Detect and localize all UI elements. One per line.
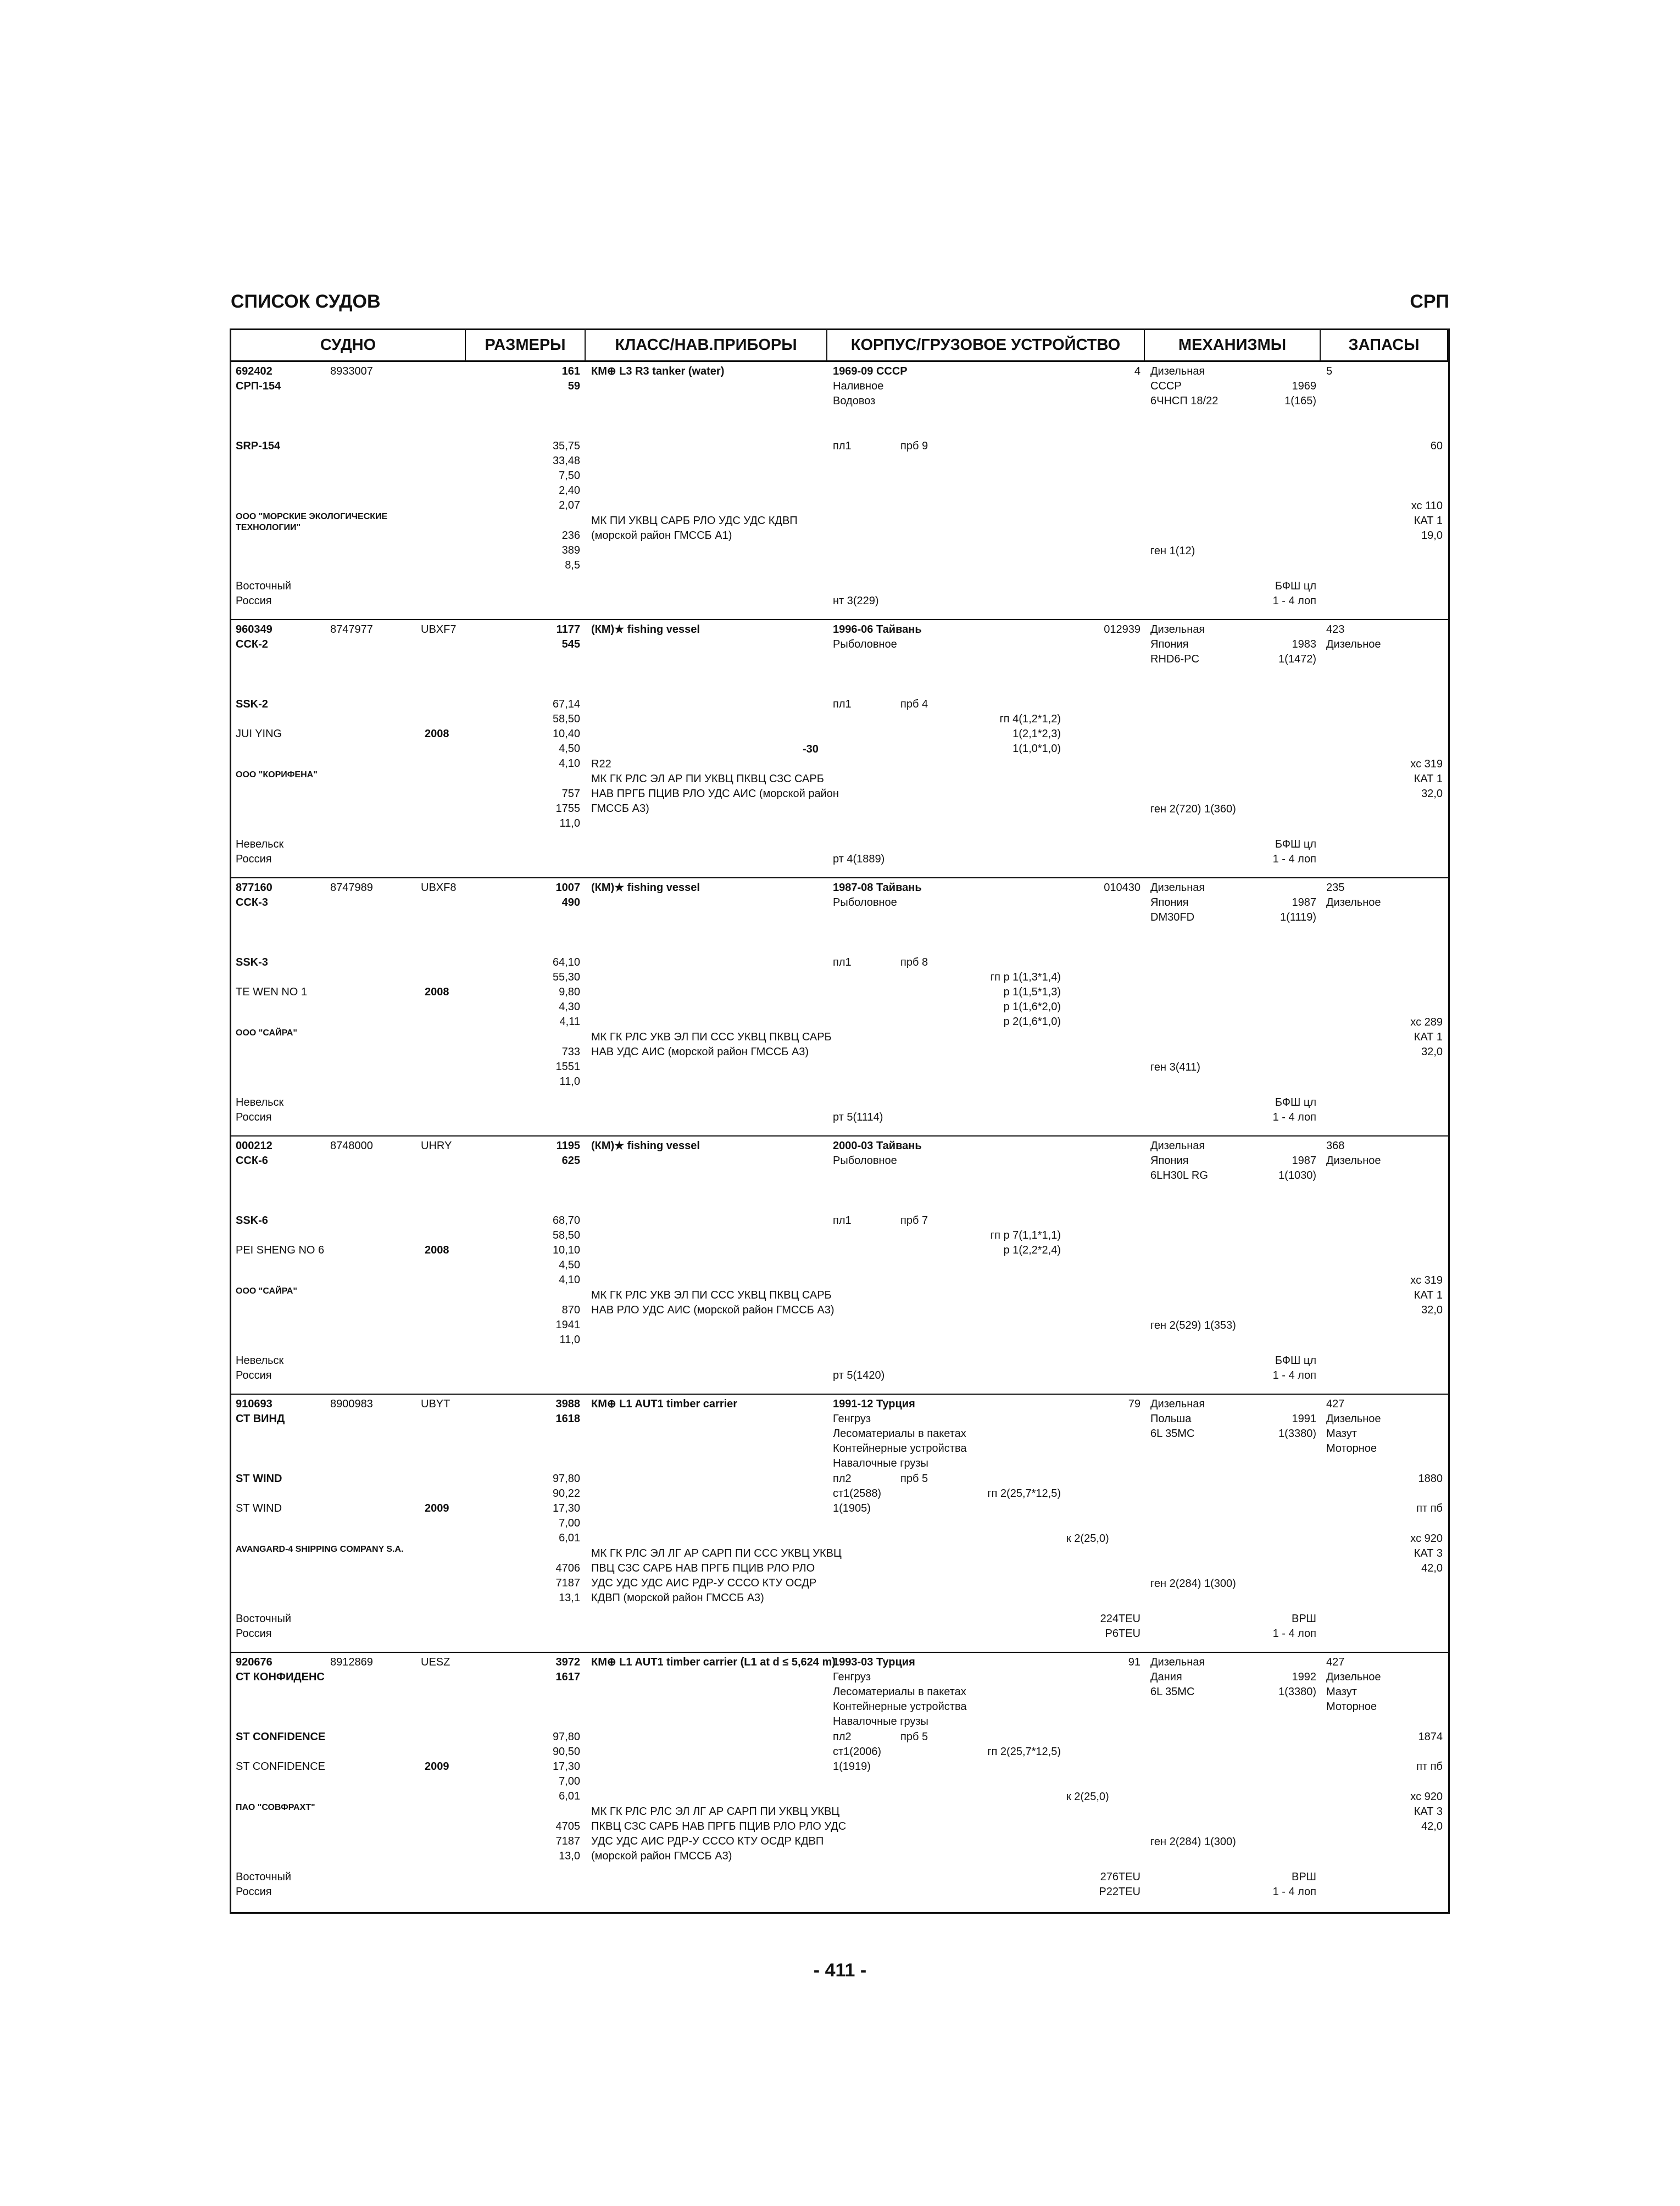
column-divider	[1144, 330, 1145, 362]
cranes: к 2(25,0)	[1066, 1533, 1109, 1545]
country: Россия	[236, 1369, 272, 1381]
ship-name-latin: SSK-2	[236, 698, 268, 710]
engine: Дизельная Япония RHD6-PC	[1150, 623, 1205, 665]
owner: ООО "САЙРА"	[236, 1286, 297, 1296]
holds: рт 5(1420)	[833, 1369, 885, 1381]
engine-year-power: 1969 1(165)	[1284, 380, 1316, 407]
engine-year-power: 1987 1(1030)	[1278, 1155, 1316, 1182]
ship-record	[231, 878, 1448, 1137]
generators: ген 2(284) 1(300)	[1150, 1836, 1236, 1848]
region: Восточный	[236, 1871, 292, 1883]
capacity: 757 1755 11,0	[555, 788, 580, 829]
ship-name-latin: SSK-6	[236, 1215, 268, 1227]
call-sign: UHRY	[421, 1140, 452, 1152]
class-notation: (КМ)★ fishing vessel	[591, 1140, 700, 1152]
decks: пл2 ст1(2588) 1(1905)	[833, 1473, 882, 1514]
cranes: к 2(25,0)	[1066, 1791, 1109, 1803]
engine-year-power: 1983 1(1472)	[1278, 638, 1316, 665]
ships-table	[230, 328, 1450, 1914]
owner: ООО "КОРИФЕНА"	[236, 770, 318, 779]
column-header-class: КЛАСС/НАВ.ПРИБОРЫ	[586, 330, 827, 362]
engine: Дизельная СССР 6ЧНСП 18/22	[1150, 365, 1219, 407]
country: Россия	[236, 853, 272, 865]
generators: ген 2(720) 1(360)	[1150, 803, 1236, 815]
class-extra: R22	[591, 758, 611, 770]
flag-year: 2009	[425, 1761, 449, 1773]
ship-type: Генгруз Лесоматериалы в пакетах Контейнерные устройства Навалочные грузы	[833, 1671, 967, 1728]
bulkheads: прб 8	[900, 956, 928, 968]
call-sign: UBXF8	[421, 882, 457, 894]
region: Невельск	[236, 1096, 284, 1108]
hatches: гп 4(1,2*1,2) 1(2,1*2,3) 1(1,0*1,0)	[999, 713, 1061, 755]
region: Восточный	[236, 1613, 292, 1625]
stock-fuel-type: Дизельное	[1326, 638, 1381, 650]
bulkheads: прб 9	[900, 440, 928, 452]
column-header-dimensions: РАЗМЕРЫ	[466, 330, 586, 362]
hull-number: 010430	[1104, 882, 1141, 894]
decks: пл1	[833, 698, 852, 710]
generators: ген 3(411)	[1150, 1061, 1200, 1073]
capacity: 870 1941 11,0	[555, 1304, 580, 1346]
hull-number: 79	[1128, 1398, 1141, 1410]
ship-record	[231, 1653, 1448, 1911]
main-dimensions: 35,75 33,48 7,50 2,40 2,07	[552, 440, 580, 511]
ship-record	[231, 1137, 1448, 1395]
nav-equipment: МК ГК РЛС УКВ ЭЛ ПИ ССС УКВЦ ПКВЦ САРБ НАВ УДС АИС (морской район ГМССБ А3)	[591, 1031, 832, 1058]
imo-number: 8747989	[330, 882, 373, 894]
owner: ПАО "СОВФРАХТ"	[236, 1803, 315, 1812]
country: Россия	[236, 595, 272, 607]
column-header-hull: КОРПУС/ГРУЗОВОЕ УСТРОЙСТВО	[827, 330, 1145, 362]
tonnage: 161 59	[561, 365, 580, 392]
tonnage: 1177 545	[556, 623, 580, 650]
stock-fuel-amount: 235	[1326, 882, 1345, 894]
stock-fuel-amount: 423	[1326, 623, 1345, 636]
owner: ООО "САЙРА"	[236, 1028, 297, 1038]
main-dimensions: 97,80 90,50 17,30 7,00 6,01	[552, 1731, 580, 1802]
ship-record	[231, 620, 1448, 878]
holds: рт 5(1114)	[833, 1111, 883, 1123]
decks: пл2 ст1(2006) 1(1919)	[833, 1731, 882, 1773]
ship-type: Генгруз Лесоматериалы в пакетах Контейнерные устройства Навалочные грузы	[833, 1413, 967, 1469]
hull-number: 012939	[1104, 623, 1141, 636]
flag-year: 2008	[425, 1244, 449, 1256]
stock-fuel-type: Дизельное Мазут Моторное	[1326, 1413, 1381, 1455]
column-divider	[585, 330, 586, 362]
column-divider	[826, 330, 827, 362]
column-divider	[1320, 330, 1321, 362]
stock-fuel-amount: 427	[1326, 1656, 1345, 1668]
container-pteu: P22TEU	[1099, 1886, 1141, 1898]
bulkheads: прб 5	[900, 1473, 928, 1485]
ship-record	[231, 362, 1448, 620]
main-dimensions: 68,70 58,50 10,10 4,50 4,10	[552, 1215, 580, 1286]
ship-name-latin: SRP-154	[236, 440, 281, 452]
ship-name-latin: ST CONFIDENCE	[236, 1731, 326, 1743]
build-info: 1993-03 Турция	[833, 1656, 915, 1668]
stock-water: 1880	[1418, 1473, 1443, 1485]
column-divider	[465, 330, 466, 362]
ship-name: ССК-6	[236, 1155, 268, 1167]
main-dimensions: 97,80 90,22 17,30 7,00 6,01	[552, 1473, 580, 1544]
stock-lube: пт пб	[1416, 1761, 1443, 1773]
engine-year-power: 1992 1(3380)	[1278, 1671, 1316, 1698]
stock-fuel-type: Дизельное	[1326, 896, 1381, 909]
country: Россия	[236, 1111, 272, 1123]
previous-name: ST CONFIDENCE	[236, 1761, 325, 1773]
generators: ген 2(284) 1(300)	[1150, 1578, 1236, 1590]
nav-equipment: МК ГК РЛС УКВ ЭЛ ПИ ССС УКВЦ ПКВЦ САРБ НАВ РЛО УДС АИС (морской район ГМССБ А3)	[591, 1289, 835, 1316]
region: Невельск	[236, 838, 284, 850]
nav-equipment: МК ГК РЛС ЭЛ АР ПИ УКВЦ ПКВЦ СЗС САРБ НАВ ПРГБ ПЦИВ РЛО УДС АИС (морской район ГМССБ А3)	[591, 773, 839, 815]
propeller: ВРШ 1 - 4 лоп	[1272, 1613, 1316, 1640]
stock-cat: хс 110 КАТ 1 19,0	[1411, 500, 1443, 542]
generators: ген 2(529) 1(353)	[1150, 1319, 1236, 1332]
ship-name: ССК-3	[236, 896, 268, 909]
generators: ген 1(12)	[1150, 545, 1195, 557]
holds: рт 4(1889)	[833, 853, 885, 865]
build-info: 1991-12 Турция	[833, 1398, 915, 1410]
registry-number: 692402	[236, 365, 272, 377]
engine: Дизельная Япония DM30FD	[1150, 882, 1205, 923]
stock-fuel-type: Дизельное Мазут Моторное	[1326, 1671, 1381, 1713]
stock-fuel-type: Дизельное	[1326, 1155, 1381, 1167]
registry-number: 920676	[236, 1656, 272, 1668]
stock-fuel-amount: 5	[1326, 365, 1333, 377]
registry-number: 000212	[236, 1140, 272, 1152]
ship-type: Рыболовное	[833, 896, 897, 909]
build-info: 1996-06 Тайвань	[833, 623, 922, 636]
ship-name: СРП-154	[236, 380, 281, 392]
main-dimensions: 67,14 58,50 10,40 4,50 4,10	[552, 698, 580, 770]
stock-fuel-amount: 427	[1326, 1398, 1345, 1410]
engine: Дизельная Польша 6L 35MC	[1150, 1398, 1205, 1440]
country: Россия	[236, 1886, 272, 1898]
ship-record	[231, 1395, 1448, 1653]
ship-type: Рыболовное	[833, 638, 897, 650]
call-sign: UBXF7	[421, 623, 457, 636]
ship-name-latin: ST WIND	[236, 1473, 282, 1485]
bulkheads: прб 5	[900, 1731, 928, 1743]
hull-number: 91	[1128, 1656, 1141, 1668]
propeller: БФШ цл 1 - 4 лоп	[1272, 838, 1316, 865]
imo-number: 8748000	[330, 1140, 373, 1152]
class-notation: (КМ)★ fishing vessel	[591, 882, 700, 894]
holds: нт 3(229)	[833, 595, 879, 607]
class-notation: КМ⊕ L3 R3 tanker (water)	[591, 365, 725, 377]
build-info: 2000-03 Тайвань	[833, 1140, 922, 1152]
previous-name: PEI SHENG NO 6	[236, 1244, 325, 1256]
decks: пл1	[833, 956, 852, 968]
capacity: 236 389 8,5	[561, 530, 580, 571]
container-teu: 276TEU	[1100, 1871, 1141, 1883]
hatches: гп р 1(1,3*1,4) р 1(1,5*1,3) р 1(1,6*2,0) р 2(1,6*1,0)	[990, 971, 1061, 1028]
container-teu: 224TEU	[1100, 1613, 1141, 1625]
propeller: ВРШ 1 - 4 лоп	[1272, 1871, 1316, 1898]
capacity: 733 1551 11,0	[555, 1046, 580, 1088]
owner: AVANGARD-4 SHIPPING COMPANY S.A.	[236, 1545, 404, 1554]
bulkheads: прб 4	[900, 698, 928, 710]
engine-year-power: 1987 1(1119)	[1280, 896, 1316, 923]
engine-year-power: 1991 1(3380)	[1278, 1413, 1316, 1440]
page-number: - 411 -	[813, 1960, 867, 1981]
country: Россия	[236, 1628, 272, 1640]
container-pteu: P6TEU	[1105, 1628, 1141, 1640]
imo-number: 8747977	[330, 623, 373, 636]
engine: Дизельная Дания 6L 35MC	[1150, 1656, 1205, 1698]
propeller: БФШ цл 1 - 4 лоп	[1272, 1355, 1316, 1381]
stock-lube: пт пб	[1416, 1502, 1443, 1514]
imo-number: 8900983	[330, 1398, 373, 1410]
imo-number: 8912869	[330, 1656, 373, 1668]
flag-year: 2008	[425, 986, 449, 998]
call-sign: UBYT	[421, 1398, 450, 1410]
region: Невельск	[236, 1355, 284, 1367]
registry-number: 960349	[236, 623, 272, 636]
previous-name: JUI YING	[236, 728, 282, 740]
ship-type: Наливное Водовоз	[833, 380, 884, 407]
engine: Дизельная Япония 6LH30L RG	[1150, 1140, 1208, 1182]
region: Восточный	[236, 580, 292, 592]
propeller: БФШ цл 1 - 4 лоп	[1272, 580, 1316, 607]
column-header-stocks: ЗАПАСЫ	[1321, 330, 1448, 362]
column-header-machinery: МЕХАНИЗМЫ	[1145, 330, 1321, 362]
stock-cat: хс 920 КАТ 3 42,0	[1410, 1533, 1443, 1574]
call-sign: UESZ	[421, 1656, 450, 1668]
stock-cat: хс 319 КАТ 1 32,0	[1410, 758, 1443, 800]
build-info: 1987-08 Тайвань	[833, 882, 922, 894]
hull-number: 4	[1134, 365, 1141, 377]
stock-water: 1874	[1418, 1731, 1443, 1743]
bulkheads: прб 7	[900, 1215, 928, 1227]
column-header-ship: СУДНО	[231, 330, 466, 362]
propeller: БФШ цл 1 - 4 лоп	[1272, 1096, 1316, 1123]
class-notation: КМ⊕ L1 AUT1 timber carrier	[591, 1398, 738, 1410]
registry-number: 910693	[236, 1398, 272, 1410]
nav-equipment: МК ГК РЛС ЭЛ ЛГ АР САРП ПИ ССС УКВЦ УКВЦ ПВЦ СЗС САРБ НАВ ПРГБ ПЦИВ РЛО РЛО УДС УДС УДС АИС РДР-У СССО КТУ ОСДР КДВП (морской район ГМССБ А3)	[591, 1547, 842, 1604]
build-info: 1969-09 СССР	[833, 365, 908, 377]
section-code: СРП	[1410, 291, 1449, 312]
ship-name: СТ КОНФИДЕНС	[236, 1671, 325, 1683]
tonnage: 1195 625	[556, 1140, 580, 1167]
flag-year: 2008	[425, 728, 449, 740]
tonnage: 3972 1617	[555, 1656, 580, 1683]
nav-equipment: МК ГК РЛС РЛС ЭЛ ЛГ АР САРП ПИ УКВЦ УКВЦ ПКВЦ СЗС САРБ НАВ ПРГБ ПЦИВ РЛО РЛО УДС УДС УДС АИС РДР-У СССО КТУ ОСДР КДВП (морской район ГМССБ А3)	[591, 1806, 847, 1862]
registry-number: 877160	[236, 882, 272, 894]
main-dimensions: 64,10 55,30 9,80 4,30 4,11	[552, 956, 580, 1028]
ship-name: СТ ВИНД	[236, 1413, 285, 1425]
stock-cat: хс 920 КАТ 3 42,0	[1410, 1791, 1443, 1832]
class-notation: КМ⊕ L1 AUT1 timber carrier (L1 at d ≤ 5,624 m)	[591, 1656, 836, 1668]
page-title: СПИСОК СУДОВ	[231, 291, 381, 312]
ship-name-latin: SSK-3	[236, 956, 268, 968]
owner: ООО "МОРСКИЕ ЭКОЛОГИЧЕСКИЕ ТЕХНОЛОГИИ"	[236, 512, 388, 532]
imo-number: 8933007	[330, 365, 373, 377]
tonnage: 3988 1618	[555, 1398, 580, 1425]
nav-equipment: МК ПИ УКВЦ САРБ РЛО УДС УДС КДВП (морской район ГМССБ А1)	[591, 515, 798, 542]
hull-mid-value: -30	[803, 743, 819, 755]
previous-name: TE WEN NO 1	[236, 986, 308, 998]
capacity: 4705 7187 13,0	[555, 1820, 580, 1862]
decks: пл1	[833, 440, 852, 452]
hatches: гп р 7(1,1*1,1) р 1(2,2*2,4)	[990, 1229, 1061, 1256]
flag-year: 2009	[425, 1502, 449, 1514]
decks: пл1	[833, 1215, 852, 1227]
stock-fuel-amount: 368	[1326, 1140, 1345, 1152]
previous-name: ST WIND	[236, 1502, 282, 1514]
capacity: 4706 7187 13,1	[555, 1562, 580, 1604]
ship-type: Рыболовное	[833, 1155, 897, 1167]
stock-water: 60	[1430, 440, 1443, 452]
class-notation: (КМ)★ fishing vessel	[591, 623, 700, 636]
ship-name: ССК-2	[236, 638, 268, 650]
tonnage: 1007 490	[555, 882, 580, 909]
hatches: гп 2(25,7*12,5)	[987, 1746, 1061, 1758]
stock-cat: хс 319 КАТ 1 32,0	[1410, 1274, 1443, 1316]
hatches: гп 2(25,7*12,5)	[987, 1488, 1061, 1500]
stock-cat: хс 289 КАТ 1 32,0	[1410, 1016, 1443, 1058]
